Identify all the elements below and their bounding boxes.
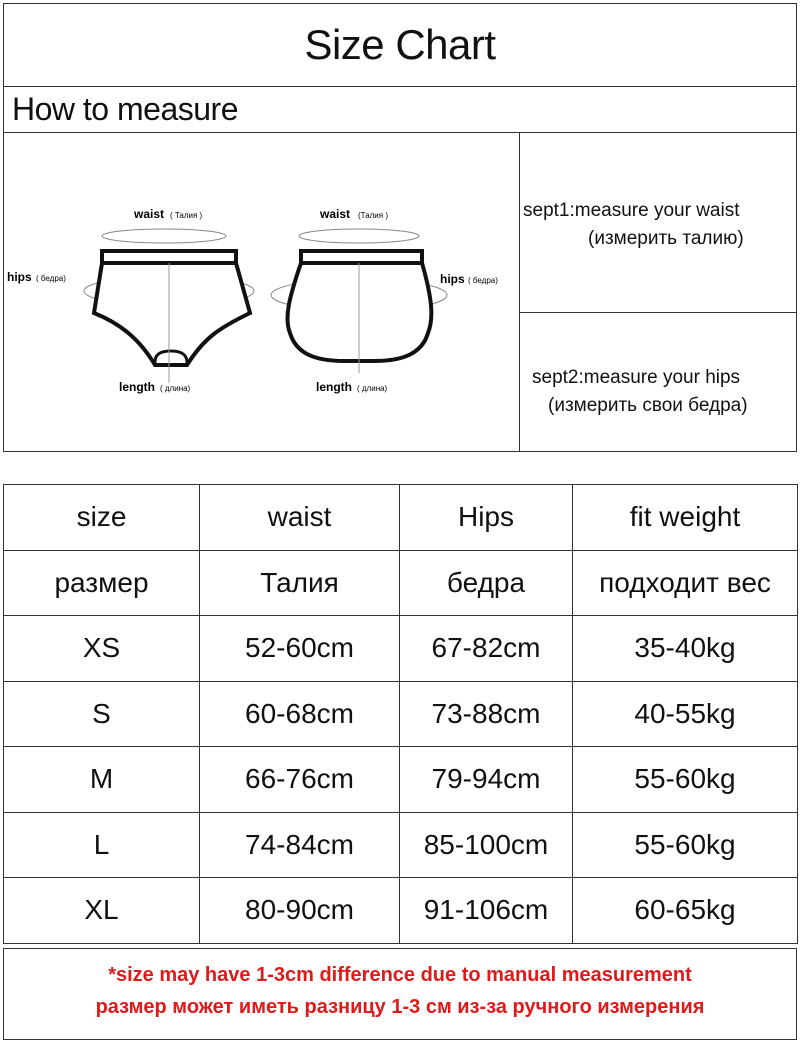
title-header — [3, 3, 797, 87]
note-line-en: *size may have 1-3cm difference due to manual measurement — [108, 964, 692, 986]
table-row — [4, 878, 798, 944]
page-title: Size Chart — [304, 21, 496, 68]
length-ru-label-left: ( длина) — [160, 384, 191, 393]
table-row — [4, 747, 798, 813]
waist-label-left: waist — [134, 207, 165, 221]
header-cell: подходит вес — [573, 550, 798, 616]
header-cell: размер — [4, 550, 200, 616]
table-row — [4, 681, 798, 747]
table-header-row-ru — [4, 550, 798, 616]
step1-panel — [519, 132, 797, 313]
step1-text-ru: (измерить талию) — [588, 228, 744, 249]
waist-cell: 66-76cm — [200, 747, 400, 813]
hips-cell: 73-88cm — [400, 681, 573, 747]
hips-label-left: hips — [7, 270, 32, 284]
header-cell: бедра — [400, 550, 573, 616]
table-row — [4, 616, 798, 682]
size-cell: XL — [4, 878, 200, 944]
panties-illustration — [4, 133, 518, 450]
hips-ru-label-left: ( бедра) — [36, 274, 66, 283]
waist-cell: 60-68cm — [200, 681, 400, 747]
hips-ru-label-right: ( бедра) — [468, 276, 498, 285]
waist-guide-right — [299, 229, 419, 243]
weight-cell: 40-55kg — [573, 681, 798, 747]
hips-label-right: hips — [440, 272, 465, 286]
waist-ru-label-left: ( Талия ) — [170, 211, 203, 220]
high-waist-drawing — [271, 207, 498, 394]
step1-text: sept1:measure your waist — [523, 200, 740, 221]
size-cell: L — [4, 812, 200, 878]
hips-cell: 79-94cm — [400, 747, 573, 813]
length-ru-label-right: ( длина) — [357, 384, 388, 393]
waist-guide-left — [102, 229, 226, 243]
weight-cell: 55-60kg — [573, 812, 798, 878]
header-cell: Талия — [200, 550, 400, 616]
header-cell: Hips — [400, 485, 573, 551]
hips-cell: 67-82cm — [400, 616, 573, 682]
weight-cell: 60-65kg — [573, 878, 798, 944]
size-cell: XS — [4, 616, 200, 682]
size-cell: M — [4, 747, 200, 813]
waist-cell: 74-84cm — [200, 812, 400, 878]
step2-text-ru: (измерить свои бедра) — [548, 395, 748, 416]
step2-text: sept2:measure your hips — [532, 367, 741, 388]
measurement-diagram — [3, 132, 520, 452]
waist-label-right: waist — [320, 207, 351, 221]
length-label-right: length — [316, 380, 352, 394]
step2-panel — [519, 312, 797, 452]
table-header-row-en — [4, 485, 798, 551]
waist-ru-label-right: (Талия ) — [358, 211, 388, 220]
how-to-measure-heading: How to measure — [12, 91, 238, 127]
hips-cell: 85-100cm — [400, 812, 573, 878]
how-to-measure-header — [3, 86, 797, 133]
note-line-ru: размер может иметь разницу 1-3 см из-за ручного измерения — [95, 996, 705, 1018]
header-cell: size — [4, 485, 200, 551]
header-cell: waist — [200, 485, 400, 551]
weight-cell: 55-60kg — [573, 747, 798, 813]
waist-cell: 80-90cm — [200, 878, 400, 944]
table-row — [4, 812, 798, 878]
disclaimer-note — [3, 948, 797, 1040]
size-table — [3, 484, 798, 944]
waist-cell: 52-60cm — [200, 616, 400, 682]
hips-cell: 91-106cm — [400, 878, 573, 944]
header-cell: fit weight — [573, 485, 798, 551]
brief-drawing — [7, 207, 254, 394]
weight-cell: 35-40kg — [573, 616, 798, 682]
length-label-left: length — [119, 380, 155, 394]
size-cell: S — [4, 681, 200, 747]
